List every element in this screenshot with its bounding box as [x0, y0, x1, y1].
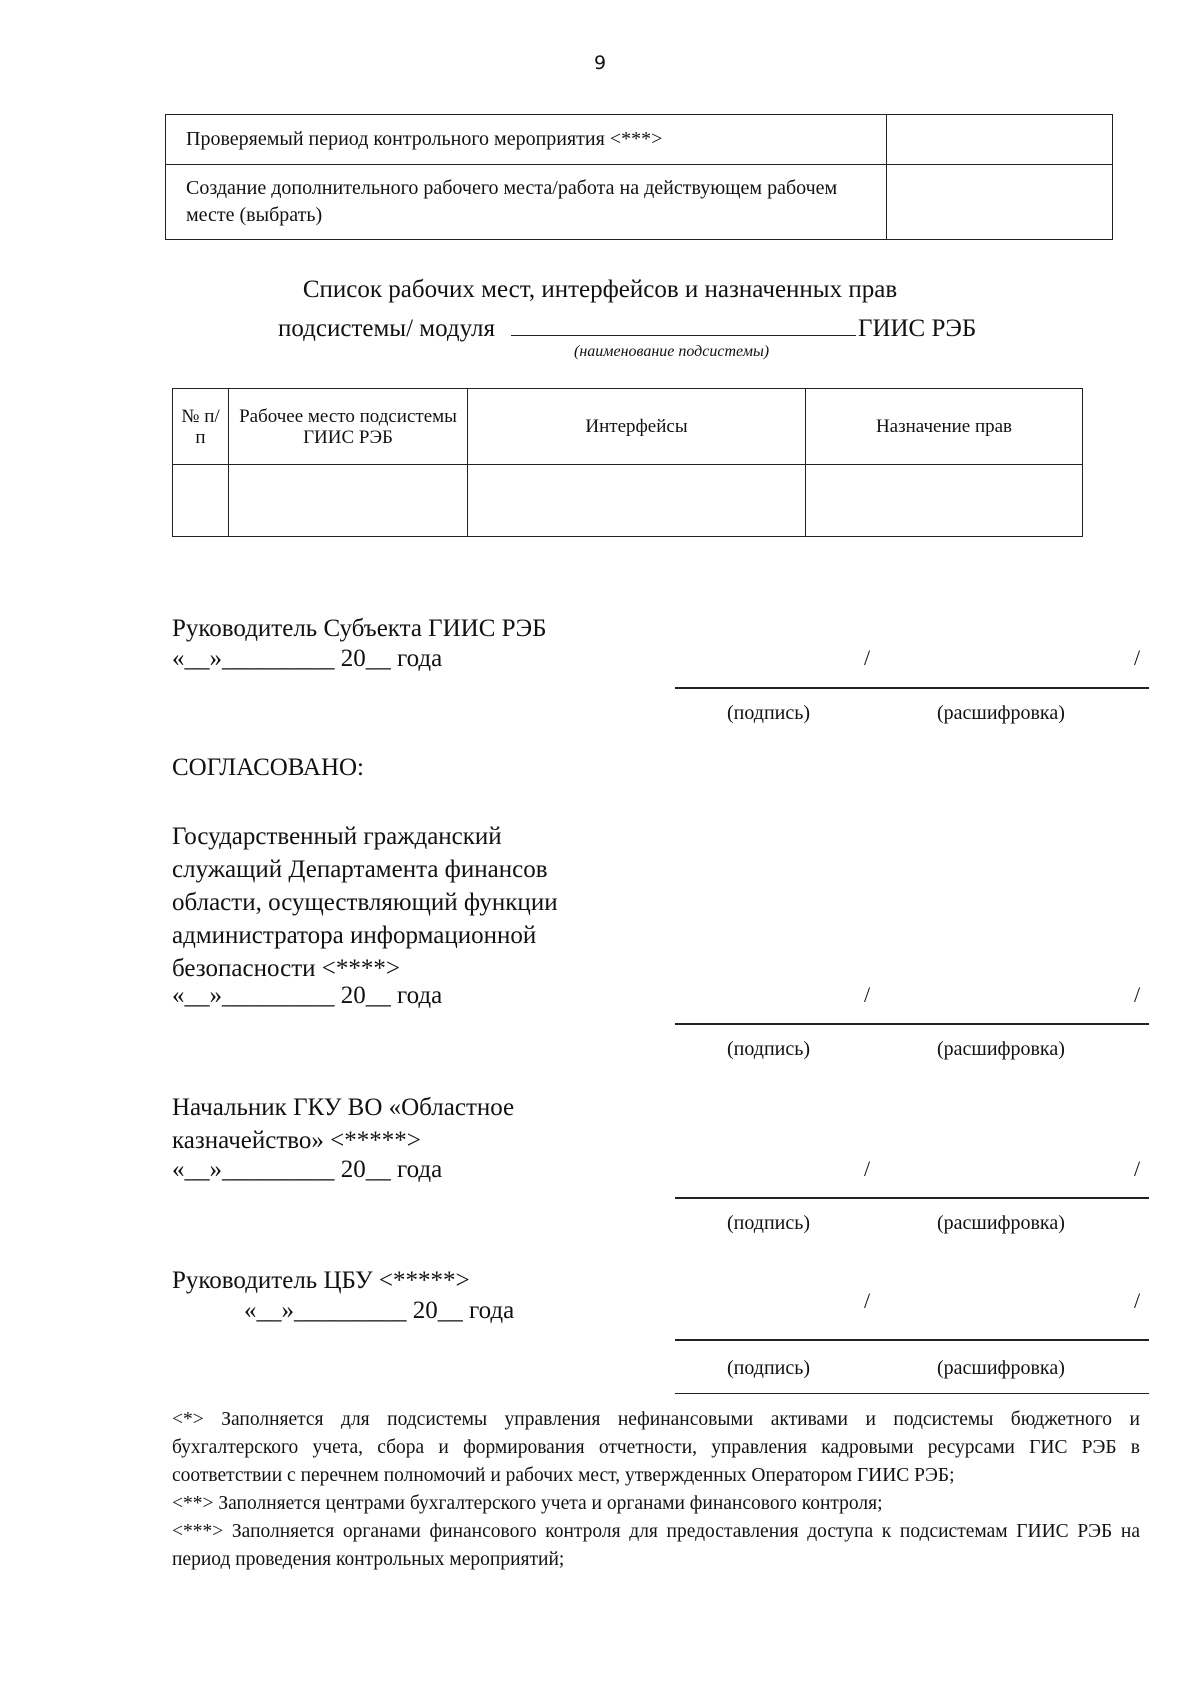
cell-interfaces[interactable] — [468, 465, 806, 537]
cell-number[interactable] — [173, 465, 229, 537]
signature-line[interactable] — [675, 1023, 1149, 1025]
caption-decode: (расшифровка) — [937, 1357, 1065, 1379]
control-period-value[interactable] — [887, 115, 1113, 165]
caption-underline — [675, 1393, 1149, 1394]
list-heading: Список рабочих мест, интерфейсов и назначенных прав — [302, 276, 898, 303]
header-workplace: Рабочее место подсистемы ГИИС РЭБ — [229, 389, 468, 465]
workplaces-table — [172, 388, 1083, 537]
date-line: «__»_________ 20__ года — [172, 1156, 443, 1183]
header-interfaces: Интерфейсы — [468, 389, 806, 465]
caption-signature: (подпись) — [727, 1212, 811, 1234]
footnote: <**> Заполняется центрами бухгалтерского учета и органами финансового контроля; — [172, 1493, 883, 1514]
table-row — [173, 465, 1083, 537]
subsystem-caption: (наименование подсистемы) — [574, 343, 770, 360]
cell-rights[interactable] — [806, 465, 1083, 537]
table-row — [166, 115, 1113, 165]
signature-line[interactable] — [675, 1197, 1149, 1199]
date-line: «__»_________ 20__ года — [172, 645, 443, 672]
subsystem-suffix: ГИИС РЭБ — [857, 315, 977, 342]
signature-title-head: Руководитель Субъекта ГИИС РЭБ — [172, 615, 547, 642]
table-header-row — [173, 389, 1083, 465]
date-line: «__»_________ 20__ года — [244, 1297, 515, 1324]
caption-signature: (подпись) — [727, 702, 811, 724]
slash: / — [1134, 1288, 1141, 1313]
title-line: области, осуществляющий функции — [172, 889, 558, 916]
subsystem-line — [278, 309, 976, 343]
header-number: № п/п — [173, 389, 229, 465]
header-rights: Назначение прав — [806, 389, 1083, 465]
signature-line[interactable] — [675, 1339, 1149, 1341]
slash: / — [864, 982, 871, 1007]
signature-title-cbu: Руководитель ЦБУ <*****> — [172, 1267, 470, 1294]
signature-title-treasury — [172, 1091, 514, 1157]
footnote: <*> Заполняется для подсистемы управления нефинансовыми активами и подсистемы бюджетного и бухгалтерского учета, сбора и формирования отчетности, управления кадровыми ресурсами ГИС РЭБ в соответствии с перечнем полномочий и рабочих мест, утвержденных Оператором ГИИС РЭБ; — [172, 1409, 1140, 1486]
slash: / — [1134, 645, 1141, 670]
title-line: Начальник ГКУ ВО «Областное — [172, 1094, 515, 1121]
slash: / — [864, 1156, 871, 1181]
signature-line[interactable] — [675, 687, 1149, 689]
caption-decode: (расшифровка) — [937, 1212, 1065, 1234]
caption-signature: (подпись) — [727, 1038, 811, 1060]
page-number: 9 — [593, 52, 607, 74]
slash: / — [1134, 1156, 1141, 1181]
title-line: Государственный гражданский — [172, 823, 502, 850]
approved-label: СОГЛАСОВАНО: — [172, 754, 365, 781]
footnote: <***> Заполняется органами финансового контроля для предоставления доступа к подсистемам ГИИС РЭБ на период проведения контрольных мероприятий; — [172, 1521, 1140, 1570]
control-period-table — [165, 114, 1113, 240]
title-line: служащий Департамента финансов — [172, 856, 548, 883]
subsystem-name-blank[interactable] — [511, 309, 856, 336]
slash: / — [1134, 982, 1141, 1007]
date-line: «__»_________ 20__ года — [172, 982, 443, 1009]
slash: / — [864, 645, 871, 670]
caption-signature: (подпись) — [727, 1357, 811, 1379]
subsystem-prefix: подсистемы/ модуля — [278, 315, 495, 342]
slash: / — [864, 1288, 871, 1313]
workplace-choice-value[interactable] — [887, 165, 1113, 240]
workplace-choice-label: Создание дополнительного рабочего места/работа на действующем рабочем месте (выбрать) — [166, 165, 887, 240]
signature-title-security — [172, 820, 558, 985]
title-line: администратора информационной — [172, 922, 537, 949]
footnotes — [172, 1406, 1140, 1574]
control-period-label: Проверяемый период контрольного мероприятия <***> — [166, 115, 887, 165]
title-line: казначейство» <*****> — [172, 1127, 421, 1154]
title-line: безопасности <****> — [172, 955, 400, 982]
caption-decode: (расшифровка) — [937, 702, 1065, 724]
caption-decode: (расшифровка) — [937, 1038, 1065, 1060]
table-row — [166, 165, 1113, 240]
cell-workplace[interactable] — [229, 465, 468, 537]
